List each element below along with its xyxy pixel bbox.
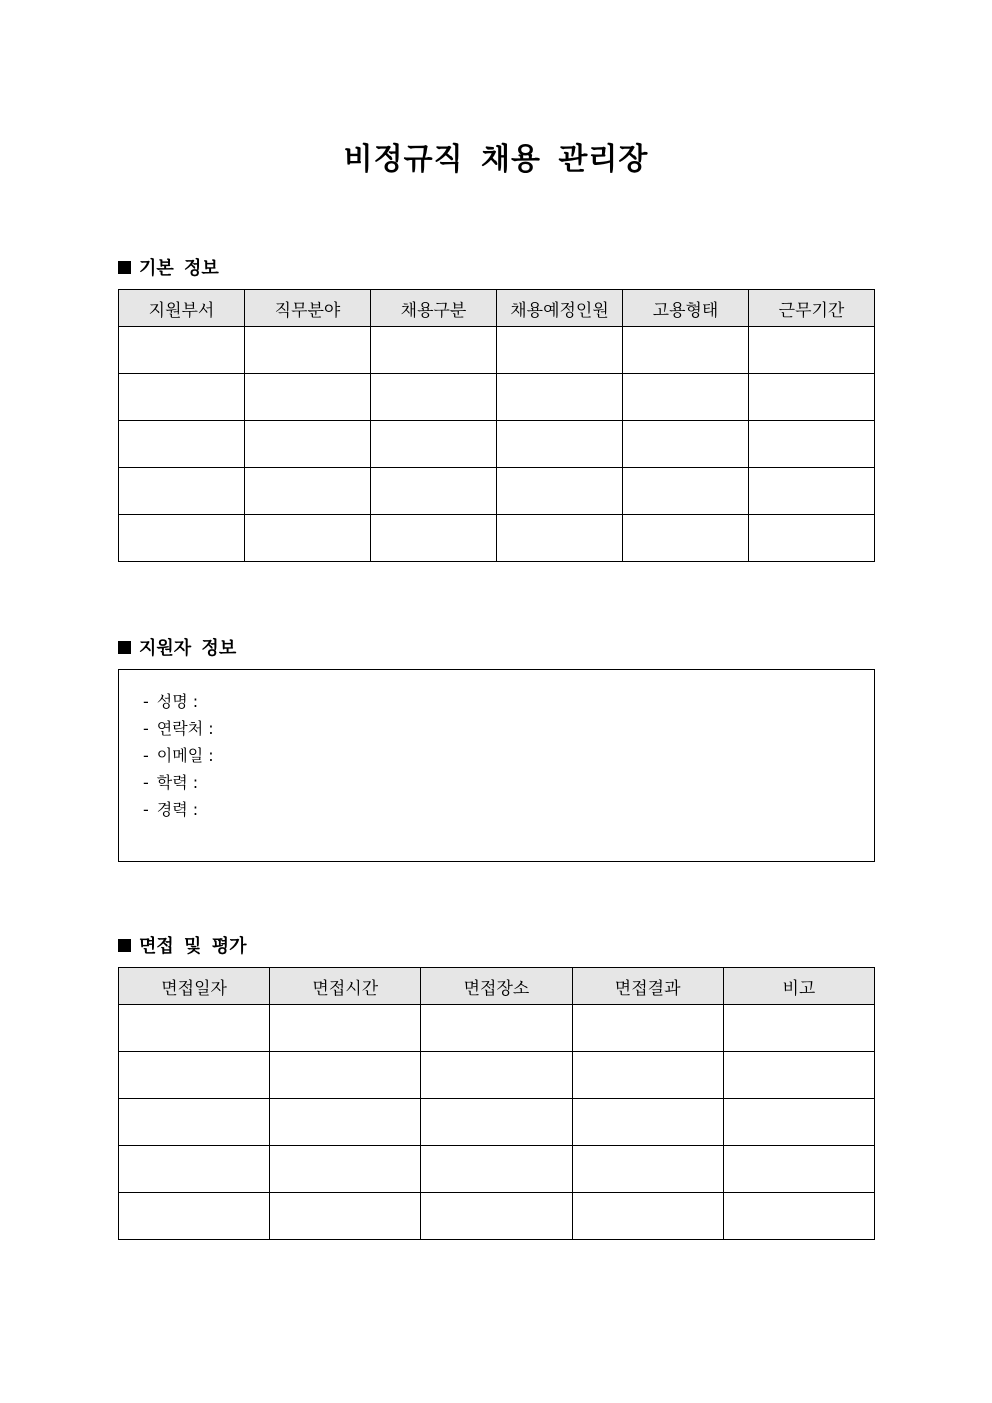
- field-label-education: 학력 :: [156, 773, 199, 792]
- basic-info-heading: [118, 254, 219, 280]
- column-header: 고용형태: [623, 290, 749, 327]
- table-cell[interactable]: [119, 1193, 270, 1240]
- table-cell[interactable]: [371, 421, 497, 468]
- table-cell[interactable]: [245, 515, 371, 562]
- table-cell[interactable]: [497, 421, 623, 468]
- column-header: 채용예정인원: [497, 290, 623, 327]
- column-header: 비고: [723, 968, 874, 1005]
- table-cell[interactable]: [119, 1146, 270, 1193]
- table-cell[interactable]: [749, 374, 875, 421]
- table-cell[interactable]: [497, 327, 623, 374]
- table-cell[interactable]: [723, 1052, 874, 1099]
- column-header: 면접시간: [270, 968, 421, 1005]
- table-cell[interactable]: [572, 1005, 723, 1052]
- table-cell[interactable]: [119, 327, 245, 374]
- table-cell[interactable]: [245, 468, 371, 515]
- table-cell[interactable]: [371, 327, 497, 374]
- table-row: [119, 1052, 875, 1099]
- table-cell[interactable]: [572, 1146, 723, 1193]
- table-cell[interactable]: [119, 1099, 270, 1146]
- table-cell[interactable]: [723, 1099, 874, 1146]
- table-cell[interactable]: [623, 421, 749, 468]
- table-cell[interactable]: [749, 327, 875, 374]
- column-header: 지원부서: [119, 290, 245, 327]
- table-cell[interactable]: [623, 468, 749, 515]
- square-bullet-icon: [118, 939, 131, 952]
- table-cell[interactable]: [749, 515, 875, 562]
- list-item[interactable]: [143, 796, 874, 823]
- table-cell[interactable]: [421, 1099, 572, 1146]
- table-cell[interactable]: [270, 1099, 421, 1146]
- field-label-contact: 연락처 :: [156, 719, 214, 738]
- table-row: [119, 468, 875, 515]
- list-item[interactable]: [143, 688, 874, 715]
- table-row: [119, 515, 875, 562]
- table-cell[interactable]: [119, 374, 245, 421]
- applicant-field-list: [119, 670, 874, 823]
- list-item[interactable]: [143, 769, 874, 796]
- table-cell[interactable]: [723, 1146, 874, 1193]
- table-cell[interactable]: [245, 421, 371, 468]
- interview-heading: [118, 932, 246, 958]
- table-cell[interactable]: [270, 1005, 421, 1052]
- column-header: 직무분야: [245, 290, 371, 327]
- column-header: 면접일자: [119, 968, 270, 1005]
- table-cell[interactable]: [497, 515, 623, 562]
- table-row: [119, 421, 875, 468]
- table-cell[interactable]: [119, 468, 245, 515]
- table-cell[interactable]: [572, 1052, 723, 1099]
- table-cell[interactable]: [421, 1193, 572, 1240]
- table-cell[interactable]: [497, 468, 623, 515]
- applicant-info-box: [118, 669, 875, 862]
- dash-bullet: -: [143, 719, 149, 738]
- table-cell[interactable]: [623, 374, 749, 421]
- table-row: [119, 1005, 875, 1052]
- basic-info-table: [118, 289, 875, 562]
- table-cell[interactable]: [421, 1052, 572, 1099]
- table-row: [119, 374, 875, 421]
- table-cell[interactable]: [270, 1052, 421, 1099]
- table-cell[interactable]: [421, 1005, 572, 1052]
- field-label-name: 성명 :: [156, 692, 199, 711]
- table-cell[interactable]: [723, 1193, 874, 1240]
- list-item[interactable]: [143, 742, 874, 769]
- table-cell[interactable]: [245, 374, 371, 421]
- basic-info-header-row: [119, 290, 875, 327]
- table-cell[interactable]: [497, 374, 623, 421]
- table-cell[interactable]: [623, 515, 749, 562]
- table-row: [119, 1193, 875, 1240]
- table-cell[interactable]: [749, 468, 875, 515]
- dash-bullet: -: [143, 773, 149, 792]
- interview-header-row: [119, 968, 875, 1005]
- field-label-career: 경력 :: [156, 800, 199, 819]
- list-item[interactable]: [143, 715, 874, 742]
- table-cell[interactable]: [119, 1052, 270, 1099]
- table-cell[interactable]: [572, 1193, 723, 1240]
- column-header: 면접장소: [421, 968, 572, 1005]
- table-cell[interactable]: [245, 327, 371, 374]
- applicant-info-heading-text: 지원자 정보: [139, 638, 237, 659]
- table-cell[interactable]: [421, 1146, 572, 1193]
- interview-heading-text: 면접 및 평가: [139, 936, 247, 957]
- table-cell[interactable]: [749, 421, 875, 468]
- square-bullet-icon: [118, 641, 131, 654]
- dash-bullet: -: [143, 800, 149, 819]
- table-cell[interactable]: [371, 374, 497, 421]
- square-bullet-icon: [118, 261, 131, 274]
- table-row: [119, 1146, 875, 1193]
- table-cell[interactable]: [119, 421, 245, 468]
- table-row: [119, 327, 875, 374]
- column-header: 근무기간: [749, 290, 875, 327]
- column-header: 면접결과: [572, 968, 723, 1005]
- basic-info-heading-text: 기본 정보: [139, 258, 219, 279]
- column-header: 채용구분: [371, 290, 497, 327]
- table-cell[interactable]: [572, 1099, 723, 1146]
- interview-table: [118, 967, 875, 1240]
- table-cell[interactable]: [371, 515, 497, 562]
- page-title: 비정규직 채용 관리장: [343, 142, 649, 177]
- field-label-email: 이메일 :: [156, 746, 214, 765]
- table-row: [119, 1099, 875, 1146]
- table-cell[interactable]: [119, 515, 245, 562]
- table-cell[interactable]: [623, 327, 749, 374]
- table-cell[interactable]: [371, 468, 497, 515]
- applicant-info-heading: [118, 634, 236, 660]
- table-cell[interactable]: [723, 1005, 874, 1052]
- table-cell[interactable]: [270, 1146, 421, 1193]
- table-cell[interactable]: [119, 1005, 270, 1052]
- table-cell[interactable]: [270, 1193, 421, 1240]
- dash-bullet: -: [143, 746, 149, 765]
- dash-bullet: -: [143, 692, 149, 711]
